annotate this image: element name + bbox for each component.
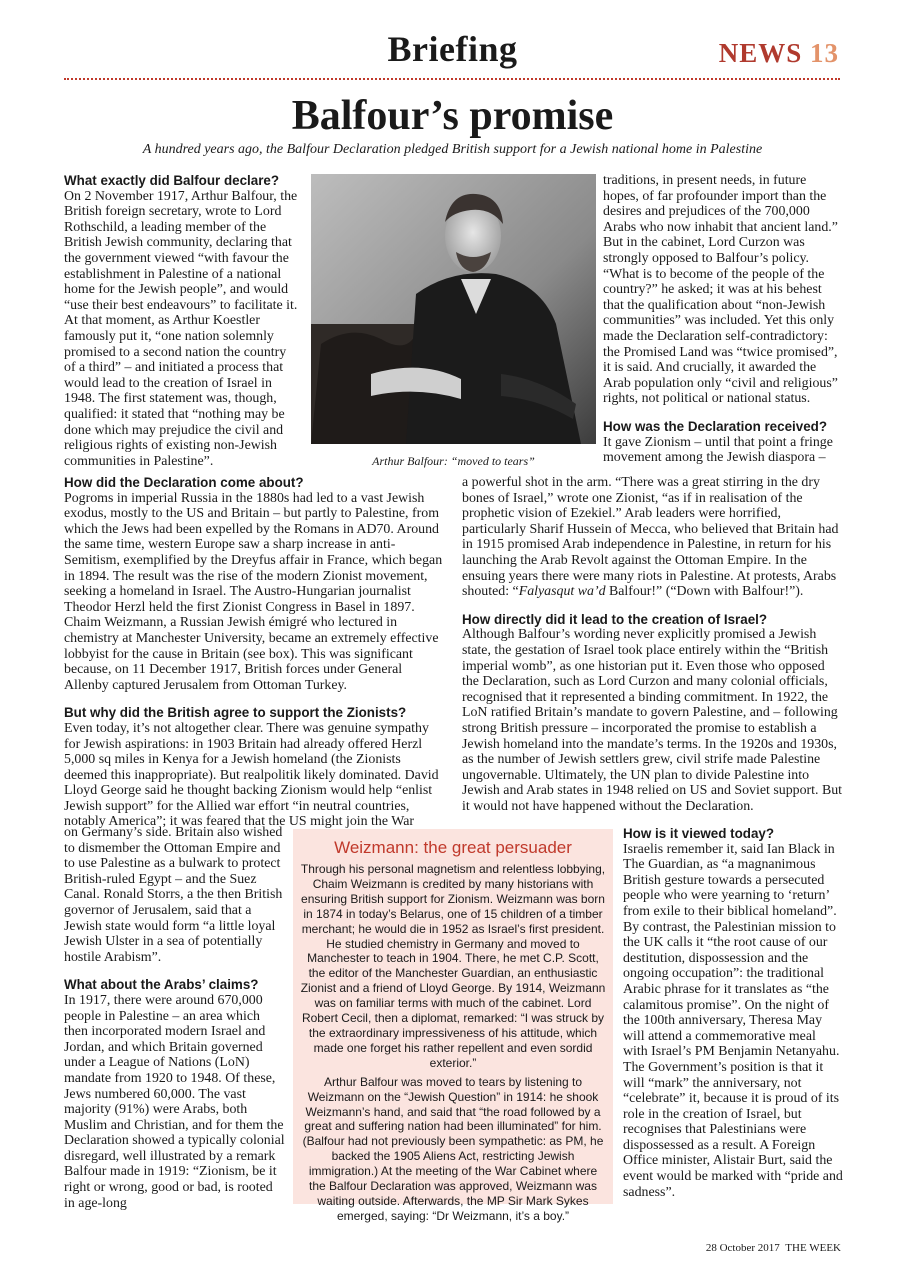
q5-body-start: It gave Zionism – until that point a fringe movement among the Jewish diaspora – <box>603 434 833 466</box>
q7-section <box>623 826 843 1200</box>
footer-date: 28 October 2017 <box>705 1242 780 1254</box>
q2-body: Pogroms in imperial Russia in the 1880s had led to a vast Jewish exodus, mostly to the US and Britain – but partly to Palestine, from which the Jews had been expelled by the Romans in AD70. Around the same time, western Europe saw a sharp increase in anti-Semitism, exemplified by the Dreyfus affair in France, which began in 1894. The result was the rise of the modern Zionist movement, seeking a homeland in Israel. The Austro-Hungarian journalist Theodor Herzl held the first Zionist Congress in Basel in 1897. Chaim Weizmann, a Russian Jewish émigré who lectured in chemistry at Manchester University, became an extremely effective lobbyist for the cause in Britain (see box). This was significant because, on 11 December 1917, British forces under General Allenby captured Jerusalem from Ottoman Turkey. <box>64 490 443 693</box>
headline: Balfour’s promise <box>291 93 614 139</box>
box-paragraph-2: Arthur Balfour was moved to tears by listening to Weizmann on the “Jewish Question” in 1914: he shook Weizmann’s hand, and said that “the road followed by a great and suffering nation had been illuminated” for him. (Balfour had not previously been sympathetic: as PM, he backed the 1905 Aliens Act, restricting Jewish immigration.) At the meeting of the War Cabinet where the Balfour Declaration was approved, Weizmann was waiting outside. Afterwards, the MP Sir Mark Sykes emerged, saying: “Dr Weizmann, it’s a boy.” <box>302 1074 604 1223</box>
q2-section <box>64 475 444 830</box>
q3-heading: But why did the British agree to support the Zionists? <box>64 705 407 721</box>
news-page-label <box>719 38 839 69</box>
q3-body: Even today, it’s not altogether clear. There was genuine sympathy for Jewish aspirations: in 1903 Britain had already offered Herzl 5,000 sq miles in Kenya for a Jewish homeland (the Zionists deemed this inappropriate). But realpolitik likely dominated. David Lloyd George said he thought backing Zionism would help “enlist Jewish support” for the Allied war effort “in neutral countries, notably America”; it was feared that the US might join the War <box>64 720 439 830</box>
q1-body: On 2 November 1917, Arthur Balfour, the British foreign secretary, wrote to Lord Rothschild, a leading member of the British Jewish community, declaring that the government viewed “with favour the establishment in Palestine of a national home for the Jewish people”, and would “use their best endeavours” to facilitate it. At that moment, as Arthur Koestler famously put it, “one nation solemnly promised to a second nation the country of a third” – and initiated a process that would lead to the creation of Israel in 1948. The first statement was, though, qualified: it stated that “nothing may be done which may prejudice the civil and religious rights of existing non-Jewish communities in Palestine”. <box>64 188 298 469</box>
q6-body: Although Balfour’s wording never explicitly promised a Jewish state, the gestation of Israel took place entirely within the “British imperial womb”, as one historian put it. Even those who opposed the Declaration, such as Lord Curzon and many colonial officials, recognised that it represented a binding commitment. In 1922, the LoN ratified Britain’s mandate to govern Palestine, and – following strong British pressure – incorporated the promise to establish a Jewish homeland into the mandate’s terms. In the 1920s and 1930s, as the number of Jewish settlers grew, civil strife made Palestine ungovernable. Ultimately, the UN plan to divide Palestine into Jewish and Arab states in 1948 relied on US and Soviet support. But it would not have happened without the Declaration. <box>462 627 843 814</box>
header-rule <box>64 78 840 80</box>
q3-q4-section <box>64 825 286 1211</box>
q3-body-continued: on Germany’s side. Britain also wished to dismember the Ottoman Empire and to use Palestine as a bulwark to protect British-ruled Egypt – and the Suez Canal. Ronald Storrs, a the then British governor of Jerusalem, said that a Jewish state would form “a little loyal Jewish Ulster in a sea of potentially hostile Arabism”. <box>64 825 283 965</box>
page-footer <box>706 1242 841 1254</box>
q7-heading: How is it viewed today? <box>623 826 775 841</box>
q4-body: In 1917, there were around 670,000 people in Palestine – an area which then incorporated modern Israel and Jordan, and which Britain governed under a League of Nations (LoN) mandate from 1920 to 1948. Of these, Jews numbered 60,000. The vast majority (91%) were Arabs, both Muslim and Christian, and for them the Declaration showed a typically colonial disregard, well illustrated by a remark Balfour made in 1919: “Zionism, be it right or wrong, good or bad, is rooted in age-long <box>64 992 285 1211</box>
q4-heading: What about the Arabs’ claims? <box>64 977 259 993</box>
photo-caption: Arthur Balfour: “moved to tears” <box>372 454 535 468</box>
box-title: Weizmann: the great persuader <box>334 838 572 857</box>
box-paragraph-1: Through his personal magnetism and relentless lobbying, Chaim Weizmann is credited by many historians with ensuring British support for Zionism. Weizmann was born in 1874 in today’s Belarus, one of 15 children of a timber merchant; he would die in 1952 as Israel’s first president. He studied chemistry in Germany and moved to Manchester to teach in 1904. There, he met C.P. Scott, the editor of the Manchester Guardian, an enthusiastic Zionist and a friend of Lloyd George. By 1914, Weizmann was on familiar terms with much of the cabinet. Lord Robert Cecil, then a diplomat, remarked: “I was struck by the extraordinary impressiveness of his attitude, which made one forget his rather repellent and even sordid exterior.” <box>300 862 606 1070</box>
right-column-top <box>603 173 843 466</box>
q2-heading: How did the Declaration come about? <box>64 475 304 490</box>
q5-body <box>462 475 844 600</box>
standfirst: A hundred years ago, the Balfour Declaration pledged British support for a Jewish national home in Palestine <box>142 142 763 157</box>
q6-heading: How directly did it lead to the creation of Israel? <box>462 611 768 627</box>
q5-arabic-phrase: Falyasqut wa’d <box>518 584 606 600</box>
q5-heading: How was the Declaration received? <box>603 418 827 434</box>
q7-body: Israelis remember it, said Ian Black in The Guardian, as “a magnanimous British gesture towards a persecuted people who were yearning to ‘return’ from exile to their biblical homeland”. By contrast, the Palestinian mission to the UK calls it “the root cause of our destitution, dispossession and the ongoing occupation”: the traditional Arabic phrase for it translates as “the calamitous promise”. On the night of the 100th anniversary, Theresa May will attend a commemorative meal with Israel’s PM Benjamin Netanyahu. The Government’s position is that it will “mark” the anniversary, not “celebrate” it, because it is proud of its role in the creation of Israel, but recognises that Palestinians were dispossessed as a result. A Foreign Office minister, Alistair Burt, said the event would be marked with “pride and sadness”. <box>623 841 843 1200</box>
box-text <box>299 862 607 1224</box>
page-number: 13 <box>810 38 839 68</box>
footer-publication: THE WEEK <box>785 1242 841 1254</box>
q1-heading: What exactly did Balfour declare? <box>64 173 280 188</box>
q5-q6-section <box>462 475 844 814</box>
q5-body-part2: Balfour!” (“Down with Balfour!”). <box>605 584 804 600</box>
balfour-portrait-image <box>311 174 596 444</box>
q1-section <box>64 173 300 469</box>
balfour-photo <box>311 174 596 444</box>
q4-continued-body: traditions, in present needs, in future hopes, of far profounder import than the desires and prejudices of the 700,000 Arabs who now inhabit that ancient land.” But in the cabinet, Lord Curzon was strongly opposed to Balfour’s policy. “What is to become of the people of the country?” he asked; it was at his behest that the qualification about “non-Jewish communities” was included. Yet this only made the Declaration self-contradictory: the Promised Land was “twice promised”, it is said. And crucially, it awarded the Arab population only “civil and religious” rights, not political or national status. <box>603 173 838 407</box>
q5-body-part1: a powerful shot in the arm. “There was a great stirring in the dry bones of Israel,” wrote one Zionist, “as if in realisation of the prophetic vision of Ezekiel.” Arab leaders were horrified, particularly Sharif Hussein of Mecca, who believed that Britain had in 1915 promised Arab independence in Palestine, in return for his launching the Arab Revolt against the Ottoman Empire. In the ensuing years there were many riots in Palestine. At protests, Arabs shouted: “ <box>462 475 839 600</box>
section-title: Briefing <box>387 29 518 69</box>
news-label: NEWS <box>718 38 803 68</box>
